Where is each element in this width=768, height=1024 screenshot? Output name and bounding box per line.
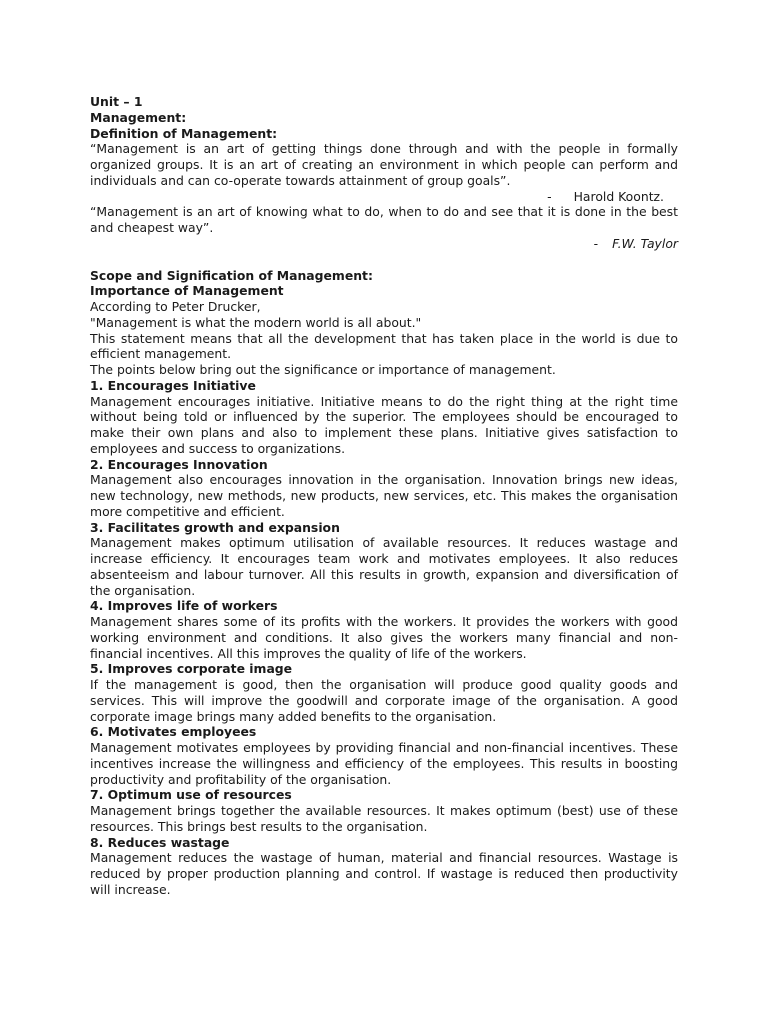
point-body: Management also encourages innovation in the organisation. Innovation brings new ideas, new technology, new methods, new products, new services, etc. This makes the organisation more competitive and efficient. xyxy=(90,472,678,519)
document-page xyxy=(90,94,678,898)
topic-heading: Management: xyxy=(90,109,187,125)
point-body: Management reduces the wastage of human, material and financial resources. Wastage is reduced by proper production planning and control. If wastage is reduced then productivity will increase. xyxy=(90,850,678,897)
scope-heading: Scope and Signification of Management: xyxy=(90,267,373,283)
intro-line: According to Peter Drucker, xyxy=(90,299,261,314)
spacer xyxy=(90,252,678,268)
quote-taylor: “Management is an art of knowing what to do, when to do and see that it is done in the best and cheapest way”. xyxy=(90,204,678,235)
point-heading: 2. Encourages Innovation xyxy=(90,456,268,472)
point-body: Management brings together the available resources. It makes optimum (best) use of these resources. This brings best results to the organisation. xyxy=(90,803,678,834)
definition-heading: Definition of Management: xyxy=(90,125,278,141)
intro-line: "Management is what the modern world is all about." xyxy=(90,314,422,330)
point-heading: 6. Motivates employees xyxy=(90,724,257,740)
attribution-author: Harold Koontz. xyxy=(573,188,664,204)
quote-koontz: “Management is an art of getting things done through and with the people in formally organized groups. It is an art of creating an environment in which people can perform and individuals and can co-operate towards attainment of group goals”. xyxy=(90,141,678,188)
unit-heading: Unit – 1 xyxy=(90,94,143,109)
point-heading: 4. Improves life of workers xyxy=(90,598,278,614)
point-heading: 5. Improves corporate image xyxy=(90,661,293,677)
point-heading: 1. Encourages Initiative xyxy=(90,377,256,393)
point-body: Management makes optimum utilisation of available resources. It reduces wastage and increase efficiency. It encourages team work and motivates employees. It also reduces absenteeism and labour turnover. All this results in growth, expansion and diversification of the organisation. xyxy=(90,535,678,598)
quote-attribution-taylor xyxy=(90,236,678,252)
point-body: Management shares some of its profits with the workers. It provides the workers with good working environment and conditions. It also gives the workers many financial and non-financial incentives. All this improves the quality of life of the workers. xyxy=(90,614,678,661)
point-body: If the management is good, then the organisation will produce good quality goods and services. This will improve the goodwill and corporate image of the organisation. A good corporate image brings many added benefits to the organisation. xyxy=(90,677,678,724)
point-heading: 7. Optimum use of resources xyxy=(90,787,292,803)
point-heading: 8. Reduces wastage xyxy=(90,834,230,850)
attribution-dash: - xyxy=(593,235,599,251)
point-body: Management motivates employees by providing financial and non-financial incentives. These incentives increase the willingness and efficiency of the employees. This results in boosting productivity and profitability of the organisation. xyxy=(90,740,678,787)
point-heading: 3. Facilitates growth and expansion xyxy=(90,519,340,535)
intro-line: The points below bring out the significance or importance of management. xyxy=(90,362,556,377)
intro-paragraph: This statement means that all the development that has taken place in the world is due to efficient management. xyxy=(90,330,678,362)
attribution-dash: - xyxy=(547,188,552,204)
point-body: Management encourages initiative. Initiative means to do the right thing at the right time without being told or influenced by the superior. The employees should be encouraged to make their own plans and also to implement these plans. Initiative gives satisfaction to employees and success to organizations. xyxy=(90,393,678,456)
attribution-author: F.W. Taylor xyxy=(612,235,678,251)
importance-heading: Importance of Management xyxy=(90,283,284,299)
quote-attribution-koontz xyxy=(90,189,678,205)
